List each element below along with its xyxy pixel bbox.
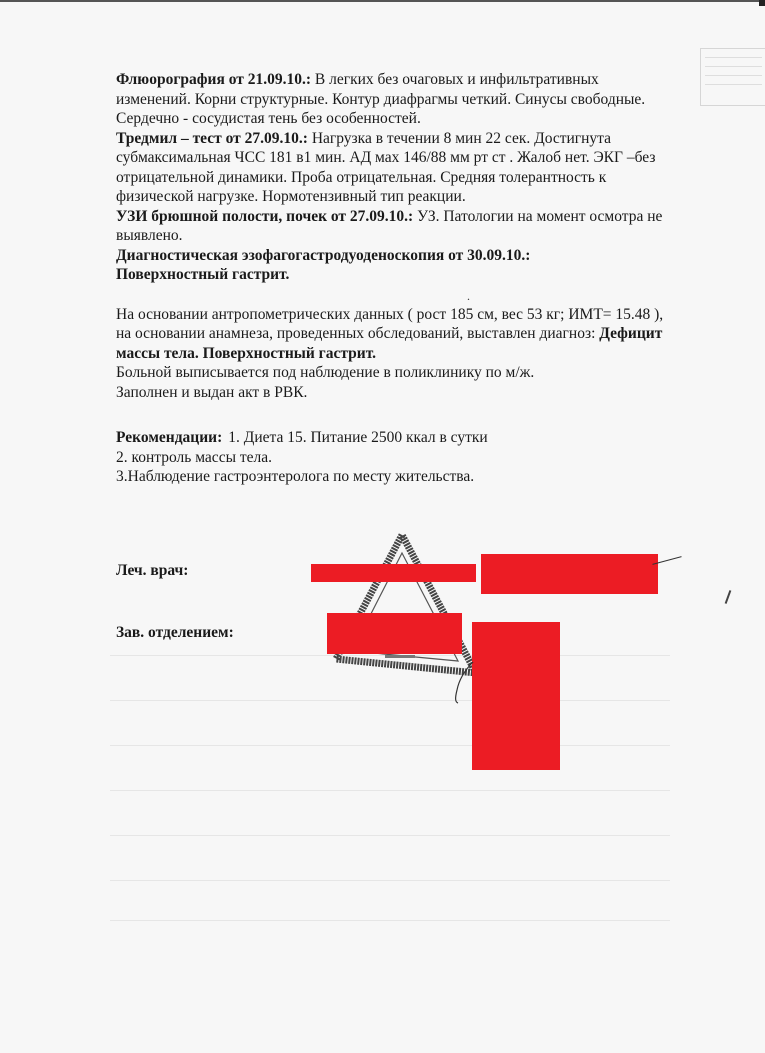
redaction-head-name bbox=[327, 613, 462, 654]
triangle-stamp bbox=[330, 531, 480, 676]
stamp-bottom-text bbox=[385, 655, 415, 658]
fluorography-heading: Флюорография от 21.09.10.: bbox=[116, 71, 312, 88]
recommendation-item: 1. Диета 15. Питание 2500 ккал в сутки bbox=[228, 429, 488, 446]
egds-result: Поверхностный гастрит. bbox=[116, 266, 290, 283]
attending-doctor-label: Леч. врач: bbox=[116, 562, 189, 579]
ultrasound-heading: УЗИ брюшной полости, почек от 27.09.10.: bbox=[116, 207, 414, 225]
diagnosis-text: Дефицит массы тела. Поверхностный гастрит. bbox=[116, 325, 663, 362]
redaction-doctor-signature bbox=[481, 554, 658, 594]
recommendations-label: Рекомендации: bbox=[116, 429, 223, 446]
bleed-through-line bbox=[110, 790, 670, 791]
signature-stroke bbox=[445, 660, 475, 705]
bleed-through-line bbox=[110, 745, 670, 746]
recommendation-item: 3.Наблюдение гастроэнтеролога по месту жительства. bbox=[116, 468, 475, 485]
faded-corner-stamp bbox=[700, 48, 765, 106]
fluorography-section bbox=[116, 70, 676, 129]
department-head-label: Зав. отделением: bbox=[116, 624, 234, 641]
recommendation-item: 2. контроль массы тела. bbox=[116, 448, 272, 466]
bleed-through-line bbox=[110, 880, 670, 881]
ultrasound-text: УЗ. Патологии на момент осмотра не выявлено. bbox=[116, 207, 663, 244]
fluorography-text: В легких без очаговых и инфильтративных изменений. Корни структурные. Контур диафрагмы четкий. Синусы свободные. Сердечно - сосудистая тень без особенностей. bbox=[116, 71, 646, 127]
stray-dot: . bbox=[467, 288, 470, 303]
treadmill-heading: Тредмил – тест от 27.09.10.: bbox=[116, 129, 308, 147]
scan-corner-mark bbox=[759, 0, 765, 6]
redaction-head-signature bbox=[472, 622, 560, 770]
bleed-through-line bbox=[110, 920, 670, 921]
egds-section bbox=[116, 246, 676, 285]
recommendations-row bbox=[116, 428, 676, 448]
discharge-line: Больной выписывается под наблюдение в поликлинику по м/ж. bbox=[116, 364, 535, 381]
redaction-doctor-name bbox=[311, 564, 476, 582]
conclusion-paragraph bbox=[116, 305, 676, 364]
treadmill-text: Нагрузка в течении 8 мин 22 сек. Достигнута субмаксимальная ЧСС 181 в1 мин. АД мах 146/88 мм рт ст . Жалоб нет. ЭКГ –без отрицательной динамики. Проба отрицательная. Средняя толерантность к физической нагрузке. Нормотензивный тип реакции. bbox=[116, 129, 656, 205]
egds-heading: Диагностическая эзофагогастродуоденоскопия от 30.09.10.: bbox=[116, 246, 531, 264]
bleed-through-line bbox=[110, 700, 670, 701]
bleed-through-line bbox=[110, 835, 670, 836]
ultrasound-section bbox=[116, 207, 676, 246]
stray-dot-line bbox=[116, 285, 676, 305]
margin-tick-mark bbox=[725, 590, 732, 604]
act-line: Заполнен и выдан акт в РВК. bbox=[116, 383, 308, 401]
treadmill-section bbox=[116, 129, 676, 207]
conclusion-intro: На основании антропометрических данных ( рост 185 см, вес 53 кг; ИМТ= 15.48 ), на основании анамнеза, проведенных обследований, выставлен диагноз: bbox=[116, 305, 664, 342]
scan-top-edge bbox=[0, 0, 765, 2]
discharge-summary-body bbox=[116, 70, 676, 487]
